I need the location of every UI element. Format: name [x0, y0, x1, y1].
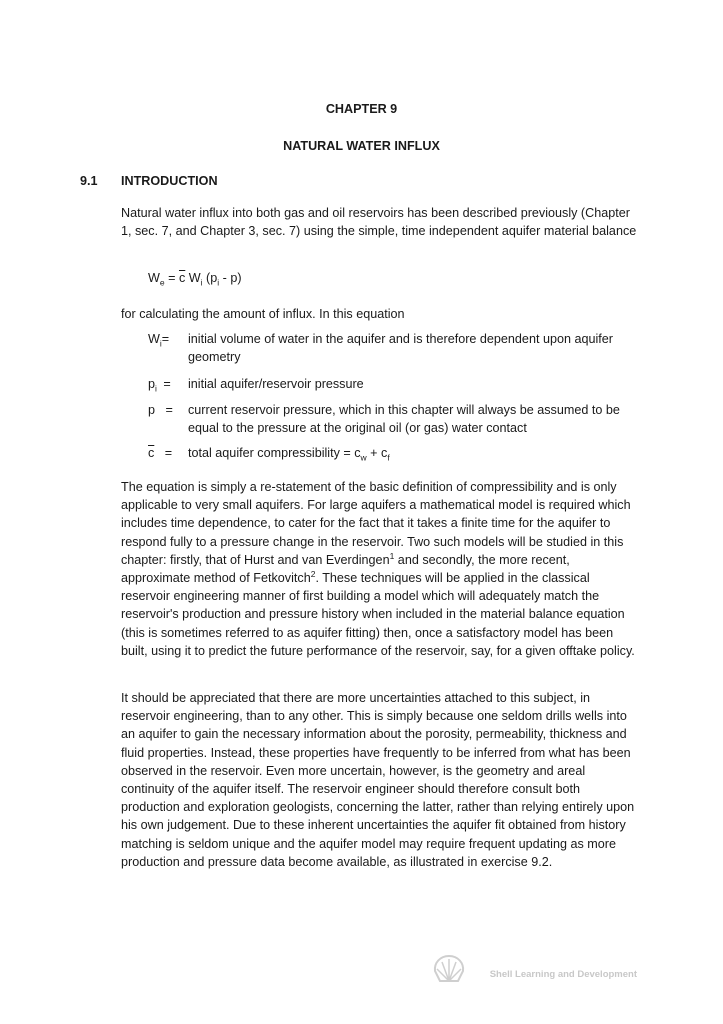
chapter-title: NATURAL WATER INFLUX: [283, 139, 440, 153]
chapter-label: CHAPTER 9: [325, 102, 398, 116]
paragraph-models: The equation is simply a re-statement of the basic definition of compressibility and is only applicable to very small aquifers. For large aquifers a mathematical model is required which includes time dependence, to cater for the fact that it takes a finite time for the aquifer to respond fully to a pressure change in the reservoir. Two such models will be studied in this chapter: firstly, that of Hurst and van Everdingen$^1$ and secondly, the more recent, approximate method of Fetkovitch$^2$. These techniques will be applied in the classical reservoir engineering manner of first building a model which will adequately match the reservoir's production and pressure history when included in the material balance equation (this is sometimes referred to as aquifer fitting) then, once a satisfactory model has been built, using it to predict the future performance of the reservoir, say, for a given offtake policy.: [121, 480, 635, 658]
after-equation-text: for calculating the amount of influx. In this equation: [121, 307, 405, 321]
footer-brand: Shell Learning and Development: [489, 969, 637, 980]
paragraph-uncertainties: It should be appreciated that there are more uncertainties attached to this subject, in reservoir engineering, than to any other. This is simply because one seldom drills wells into an aquifer to gain the necessary information about the porosity, permeability, thickness and fluid properties. Instead, these properties have frequently to be inferred from what has been observed in the reservoir. Even more uncertain, however, is the geometry and areal continuity of the aquifer itself. The reservoir engineer should therefore consult both production and exploration geologists, concerning the latter, rather than relying entirely upon his own judgement. Due to these inherent uncertainties the aquifer fit obtained from history matching is seldom unique and the aquifer model may require frequent updating as more production and pressure data become available, as illustrated in exercise 9.2.: [121, 691, 635, 869]
section-title: INTRODUCTION: [121, 174, 218, 188]
section-number: 9.1: [80, 174, 98, 188]
intro-paragraph: Natural water influx into both gas and oil reservoirs has been described previously (Chapter 1, sec. 7, and Chapter 3, sec. 7) using the simple, time independent aquifer material balance: [121, 206, 637, 239]
material-balance-equation: $W_e = \overline{c}$ $W_i$ $(p_i - p)$: [148, 271, 242, 288]
shell-logo-icon: [432, 954, 466, 984]
